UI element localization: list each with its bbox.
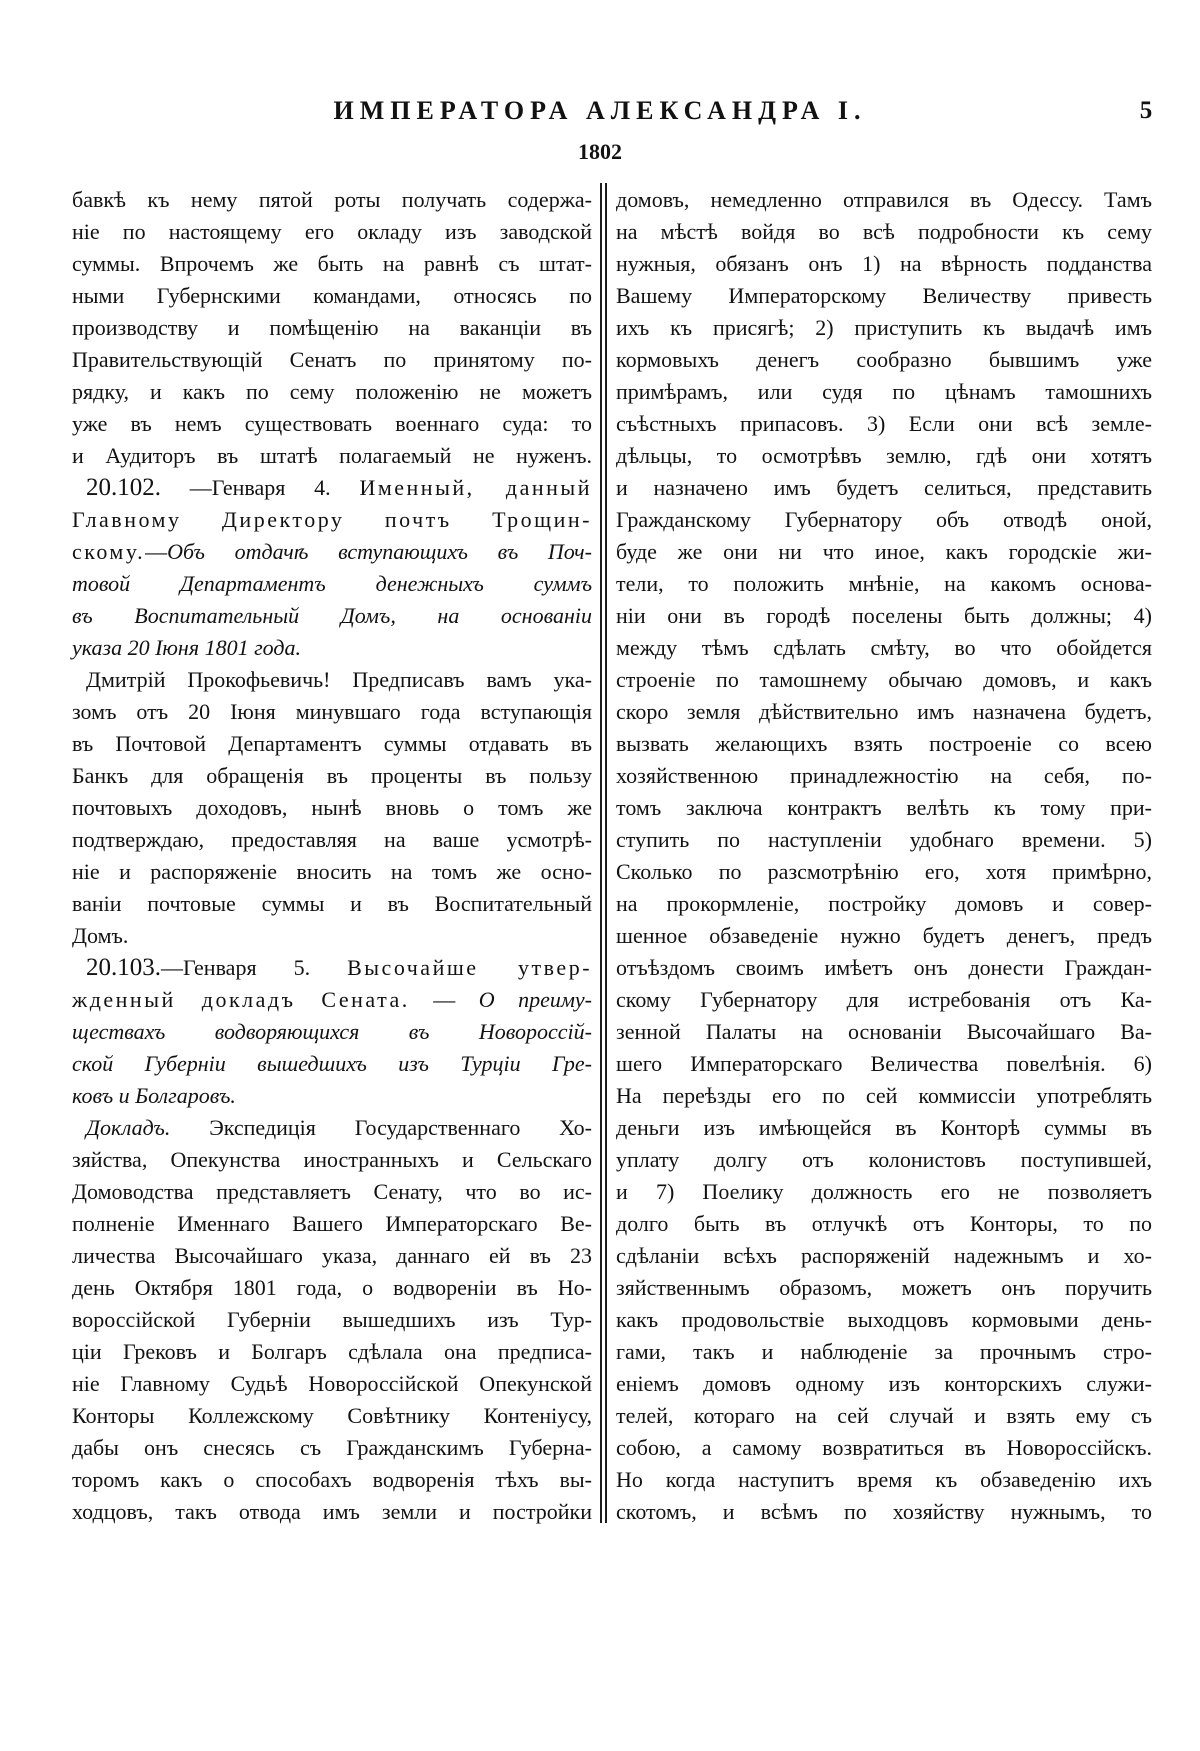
text-line: ходцовъ, такъ отвода имъ земли и постройки: [72, 1499, 592, 1524]
right-column: [616, 184, 1152, 1528]
text-line: деньги изъ имѣющейся въ Конторѣ суммы въ: [616, 1115, 1152, 1140]
report-start-line: [72, 1112, 592, 1144]
text-line: подтверждаю, предоставляя на ваше усмотрѣ-: [72, 827, 592, 852]
text-line: ціи Грековъ и Болгаръ сдѣлала она предписа-: [72, 1339, 592, 1364]
text-line: на мѣстѣ войдя во всѣ подробности къ сему: [616, 219, 1152, 244]
text-line: личества Высочайшаго указа, даннаго ей въ 23: [72, 1243, 592, 1268]
dash: —: [145, 539, 168, 564]
text-line: зяйства, Опекунства иностранныхъ и Сельскаго: [72, 1147, 592, 1172]
act-subject: О преиму-: [478, 987, 592, 1012]
text-line: зяйственнымъ образомъ, можетъ онъ поручить: [616, 1275, 1152, 1300]
text-line: ніе и распоряженіе вносить на томъ же осно-: [72, 859, 592, 884]
text-line: скоро земля дѣйствительно имъ назначена будетъ,: [616, 699, 1152, 724]
act-addressee: скому.: [72, 539, 146, 564]
text-line: Правительствующій Сенатъ по принятому по-: [72, 347, 592, 372]
act-subject-line: ковъ и Болгаровъ.: [72, 1083, 236, 1108]
act-date: —Генваря 4.: [189, 475, 331, 500]
text-line: ступить по наступленіи удобнаго времени. 5): [616, 827, 1152, 852]
text-line: Домоводства представляетъ Сенату, что во ис-: [72, 1179, 592, 1204]
text-line: ихъ къ присягѣ; 2) приступить къ выдачѣ имъ: [616, 315, 1152, 340]
page-number: 5: [1139, 97, 1153, 124]
text-line: примѣрамъ, или судя по цѣнамъ тамошнихъ: [616, 379, 1152, 404]
text-line: ніе по настоящему его окладу изъ заводской: [72, 219, 592, 244]
text-line: нужныя, обязанъ онъ 1) на вѣрность подданства: [616, 251, 1152, 276]
dash: —: [433, 987, 456, 1012]
text-line: буде же они ни что иное, какъ городскіе жи-: [616, 539, 1152, 564]
act-heading-line: [72, 536, 592, 568]
text-line: ными Губернскими командами, относясь по: [72, 283, 592, 308]
act-subject-line: въ Воспитательный Домъ, на основаніи: [72, 603, 592, 628]
text-line: рядку, и какъ по сему положенію не можетъ: [72, 379, 592, 404]
text-line: зомъ отъ 20 Іюня минувшаго года вступающія: [72, 699, 592, 724]
text-line: Но когда наступитъ время къ обзаведенію ихъ: [616, 1467, 1152, 1492]
act-subject: Объ отдачѣ вступающихъ въ Поч-: [167, 539, 592, 564]
text-line: въ Почтовой Департаментъ суммы отдавать въ: [72, 731, 592, 756]
text-line: домовъ, немедленно отправился въ Одессу. Тамъ: [616, 187, 1152, 212]
text-line: Вашему Императорскому Величеству привесть: [616, 283, 1152, 308]
report-text: Экспедиція Государственнаго Хо-: [209, 1115, 593, 1140]
text-line: Домъ.: [72, 923, 129, 948]
text-line: томъ заключа контрактъ велѣть къ тому при-: [616, 795, 1152, 820]
act-subject-line: товой Департаментъ денежныхъ суммъ: [72, 571, 592, 596]
text-line: строеніе по тамошнему обычаю домовъ, и какъ: [616, 667, 1152, 692]
act-type: Именный, данный: [359, 475, 592, 500]
text-line: почтовыхъ доходовъ, нынѣ вновь о томъ же: [72, 795, 592, 820]
report-label: Докладъ.: [86, 1115, 171, 1140]
text-line: вызвать желающихъ взять построеніе со всею: [616, 731, 1152, 756]
text-line: съѣстныхъ припасовъ. 3) Если они всѣ земле-: [616, 411, 1152, 436]
text-line: и назначено имъ будетъ селиться, представить: [616, 475, 1152, 500]
text-line: тели, то положить мнѣніе, на какомъ основа-: [616, 571, 1152, 596]
text-line: На переѣзды его по сей коммиссіи употреблять: [616, 1083, 1152, 1108]
text-line: ніе Главному Судьѣ Новороссійской Опекунской: [72, 1371, 592, 1396]
text-line: ніи они въ городѣ поселены быть должны; 4): [616, 603, 1152, 628]
text-line: бавкѣ къ нему пятой роты получать содержа-: [72, 187, 592, 212]
act-number: 20.103.: [86, 954, 161, 981]
text-line: зенной Палаты на основаніи Высочайшаго Ва-: [616, 1019, 1152, 1044]
text-line: ваніи почтовые суммы и въ Воспитательный: [72, 891, 592, 916]
text-line: и 7) Поелику должность его не позволяетъ: [616, 1179, 1152, 1204]
text-line: еніемъ домовъ одному изъ конторскихъ служи-: [616, 1371, 1152, 1396]
text-line: скотомъ, и всѣмъ по хозяйству нужнымъ, то: [616, 1499, 1152, 1524]
text-line: гами, такъ и наблюденіе за прочнымъ стро-: [616, 1339, 1152, 1364]
text-line: Конторы Коллежскому Совѣтнику Контеніусу,: [72, 1403, 592, 1428]
text-line: производству и помѣщенію на ваканціи въ: [72, 315, 592, 340]
left-column: [72, 184, 592, 1528]
text-line: кормовыхъ денегъ сообразно бывшимъ уже: [616, 347, 1152, 372]
text-line: день Октября 1801 года, о водвореніи въ Но-: [72, 1275, 592, 1300]
text-line: Сколько по разсмотрѣнію его, хотя примѣрно,: [616, 859, 1152, 884]
act-heading-line: [72, 472, 592, 504]
text-line: сдѣланіи всѣхъ распоряженій надежнымъ и хо-: [616, 1243, 1152, 1268]
act-type: Высочайше утвер-: [347, 955, 593, 980]
act-type: жденный докладъ Сената.: [72, 987, 410, 1012]
text-line: скому Губернатору для истребованія отъ Ка-: [616, 987, 1152, 1012]
text-line: полненіе Именнаго Вашего Императорскаго Ве-: [72, 1211, 592, 1236]
text-line: уплату долгу отъ колонистовъ поступившей,: [616, 1147, 1152, 1172]
act-date: —Генваря 5.: [161, 955, 311, 980]
text-line: долго быть въ отлучкѣ отъ Конторы, то по: [616, 1211, 1152, 1236]
act-number: 20.102.: [86, 474, 161, 501]
text-line: торомъ какъ о способахъ водворенія тѣхъ вы-: [72, 1467, 592, 1492]
text-line: шего Императорскаго Величества повелѣнія. 6): [616, 1051, 1152, 1076]
text-line: суммы. Впрочемъ же быть на равнѣ съ штат-: [72, 251, 592, 276]
text-line: вороссійской Губерніи вышедшихъ изъ Тур-: [72, 1307, 592, 1332]
text-line: какъ продовольствіе выходцовъ кормовыми день-: [616, 1307, 1152, 1332]
text-line: дабы онъ снесясь съ Гражданскимъ Губерна-: [72, 1435, 592, 1460]
text-line: и Аудиторъ въ штатѣ полагаемый не нуженъ.: [72, 443, 592, 468]
text-line: уже въ немъ существовать военнаго суда: то: [72, 411, 592, 436]
text-line: Банкъ для обращенія въ проценты въ пользу: [72, 763, 592, 788]
text-line: Гражданскому Губернатору объ отводѣ оной,: [616, 507, 1152, 532]
text-line: на прокормленіе, постройку домовъ и совер-: [616, 891, 1152, 916]
act-subject-line: ской Губерніи вышедшихъ изъ Турціи Гре-: [72, 1051, 592, 1076]
year-heading: 1802: [578, 139, 622, 164]
text-line: Дмитрій Прокофьевичь! Предписавъ вамъ ука-: [86, 667, 592, 692]
text-line: собою, а самому возвратиться въ Новороссійскъ.: [616, 1435, 1152, 1460]
column-divider-line: [605, 183, 607, 1523]
text-line: между тѣмъ сдѣлать смѣту, во что обойдется: [616, 635, 1152, 660]
text-line: телей, котораго на сей случай и взять ему съ: [616, 1403, 1152, 1428]
text-line: шенное обзаведеніе нужно будетъ денегъ, предъ: [616, 923, 1152, 948]
text-line: отъѣздомъ своимъ имѣетъ онъ донести Граждан-: [616, 955, 1152, 980]
act-subject-line: ществахъ водворяющихся въ Новороссій-: [72, 1019, 592, 1044]
act-subject-line: указа 20 Іюня 1801 года.: [72, 635, 301, 660]
act-addressee-line: Главному Директору почтъ Трощин-: [72, 507, 592, 532]
act-heading-line: [72, 952, 592, 984]
text-line: хозяйственною принадлежностію на себя, по-: [616, 763, 1152, 788]
text-line: дѣльцы, то осмотрѣвъ землю, гдѣ они хотятъ: [616, 443, 1152, 468]
running-head-title: ИМПЕРАТОРА АЛЕКСАНДРА I.: [333, 96, 867, 125]
column-divider-line: [600, 183, 602, 1523]
act-heading-line: [72, 984, 592, 1016]
